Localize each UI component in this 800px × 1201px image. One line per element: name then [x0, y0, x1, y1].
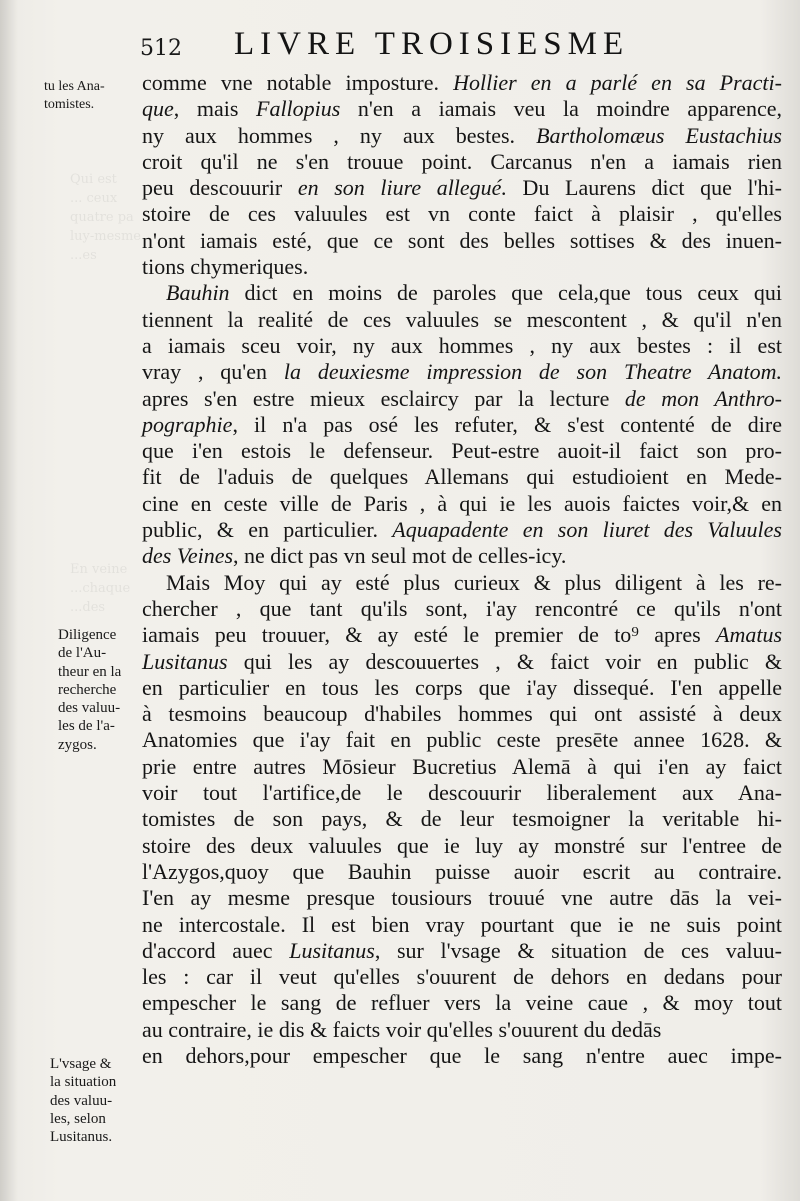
text-run: Du Laurens dict que l'hi- — [506, 175, 782, 201]
text-line — [142, 96, 782, 122]
text-line — [142, 254, 782, 280]
text-line — [142, 359, 782, 385]
text-line — [142, 491, 782, 517]
bleed-through-text: En veine ...chaque ...des — [70, 562, 131, 615]
text-line — [142, 307, 782, 333]
margin-note-line: Diligence — [58, 627, 117, 643]
text-line — [142, 885, 782, 911]
text-line — [142, 201, 782, 227]
text-run: , ne dict pas vn seul mot de celles-icy. — [233, 543, 567, 569]
italic-text: Lusitanus — [289, 937, 375, 963]
italic-text: la deuxiesme impression de son Theatre Anatom. — [283, 359, 782, 385]
text-line — [142, 517, 782, 543]
margin-note-line: les de l'a- — [58, 718, 115, 735]
text-run: empescher le sang de refluer vers la veine caue , & moy tout — [142, 990, 782, 1016]
text-run: I'en ay mesme presque tousiours trouué vne autre dās la vei- — [142, 885, 782, 911]
running-header — [140, 26, 780, 70]
text-run: tiennent la realité de ces valuules se mescontent , & qu'il n'en — [142, 306, 782, 332]
text-run: les : car il veut qu'elles s'ouurent de dehors en dedans pour — [142, 964, 782, 990]
margin-note-line: recherche — [58, 681, 117, 698]
page-number: 512 — [140, 36, 182, 61]
text-run: dict en moins de paroles que cela,que tous ceux qui — [229, 280, 782, 306]
text-line — [142, 806, 782, 832]
text-run: que i'en estois le defenseur. Peut-estre auoit-il faict son pro- — [142, 438, 782, 464]
italic-text: Bartholomæus Eustachius — [536, 122, 782, 148]
text-run: stoire des deux valuules que ie luy ay monstré sur l'entree de — [142, 832, 782, 858]
text-run: , il n'a pas osé les refuter, & s'est contenté de dire — [232, 411, 782, 437]
margin-note — [58, 626, 121, 754]
bleed-through-text: Qui est ... ceux quatre pa luy-mesme ...es — [70, 172, 141, 263]
margin-note-line: des valuu- — [58, 700, 121, 717]
text-line — [142, 438, 782, 464]
text-line — [142, 649, 782, 675]
italic-text: Fallopius — [256, 96, 341, 122]
text-run: en dehors,pour empescher que le sang n'entre auec impe- — [142, 1042, 782, 1068]
italic-text: Amatus — [716, 622, 782, 648]
margin-note-line: zygos. — [58, 736, 97, 753]
text-line — [142, 412, 782, 438]
text-line — [142, 990, 782, 1016]
running-title: LIVRE TROISIESME — [234, 26, 630, 62]
text-line — [142, 464, 782, 490]
text-run: au contraire, ie dis & faicts voir qu'elles s'ouurent du dedās — [142, 1016, 662, 1042]
main-text — [142, 70, 782, 1069]
margin-note-line: tu les Ana- — [44, 79, 105, 94]
text-run: cine en ceste ville de Paris , à qui ie les auois faictes voir,& en — [142, 490, 782, 516]
text-run: croit qu'il ne s'en trouue point. Carcanus n'en a iamais rien — [142, 148, 782, 174]
italic-text: en son liure allegué. — [297, 175, 507, 201]
text-run: Mais Moy qui ay esté plus curieux & plus diligent à les re- — [166, 569, 782, 595]
italic-text: Hollier en a parlé en sa Practi- — [453, 70, 782, 95]
margin-note-line: tomistes. — [44, 96, 95, 112]
text-run: à tesmoins beaucoup d'habiles hommes qui ont assisté à deux — [142, 701, 782, 727]
italic-text: Lusitanus — [142, 648, 228, 674]
text-line — [142, 280, 782, 306]
italic-text: des Veines — [142, 543, 234, 569]
text-line — [142, 727, 782, 753]
text-line — [142, 938, 782, 964]
text-line — [142, 675, 782, 701]
margin-note — [50, 1055, 116, 1146]
italic-text: pographie — [142, 411, 233, 437]
text-run: chercher , que tant qu'ils sont, i'ay rencontré ce qu'ils n'ont — [142, 595, 782, 621]
italic-text: de mon Anthro- — [624, 385, 782, 411]
text-line — [142, 570, 782, 596]
text-line — [142, 964, 782, 990]
italic-text: Bauhin — [166, 280, 230, 306]
italic-text: Aquapadente en son liuret des Valuules — [392, 517, 782, 543]
italic-text: que — [142, 96, 174, 122]
margin-note-line: des valuu- — [50, 1092, 113, 1109]
margin-note-line: de l'Au- — [58, 645, 107, 662]
text-line — [142, 333, 782, 359]
margin-note-line: la situation — [50, 1074, 117, 1091]
text-run: n'en a iamais veu la moindre apparence, — [340, 96, 782, 122]
text-line — [142, 622, 782, 648]
margin-note-line: theur en la — [58, 663, 122, 680]
text-run: iamais peu trouuer, & ay esté le premier de to⁹ apres — [142, 622, 716, 648]
text-run: stoire de ces valuules est vn conte faict à plaisir , qu'elles — [142, 201, 782, 227]
text-run: ny aux hommes , ny aux bestes. — [142, 122, 537, 148]
text-run: qui les ay descouuertes , & faict voir en public & — [227, 648, 782, 674]
text-run: peu descouurir — [142, 175, 298, 201]
margin-note-line: les, selon — [50, 1110, 106, 1127]
text-run: ne intercostale. Il est bien vray pourtant que ie ne suis point — [142, 911, 782, 937]
text-line — [142, 1017, 782, 1043]
text-line — [142, 596, 782, 622]
text-run: n'ont iamais esté, que ce sont des belles sottises & des inuen- — [142, 227, 782, 253]
text-run: prie entre autres Mōsieur Bucretius Alemā à qui i'en ay faict — [142, 753, 782, 779]
text-run: en particulier en tous les corps que i'ay dissequé. I'en appelle — [142, 674, 782, 700]
text-run: , sur l'vsage & situation de ces valuu- — [374, 937, 782, 963]
text-line — [142, 228, 782, 254]
text-line — [142, 123, 782, 149]
text-run: d'accord auec — [142, 937, 290, 963]
text-run: tomistes de son pays, & de leur tesmoigner la veritable hi- — [142, 806, 782, 832]
text-line — [142, 175, 782, 201]
text-run: tions chymeriques. — [142, 254, 309, 280]
text-line — [142, 701, 782, 727]
text-line — [142, 70, 782, 96]
text-run: voir tout l'artifice,de le descouurir liberalement aux Ana- — [142, 780, 782, 806]
text-run: comme vne notable imposture. — [142, 70, 454, 95]
text-line — [142, 543, 782, 569]
text-line — [142, 912, 782, 938]
text-run: a iamais sceu voir, ny aux hommes , ny aux bestes : il est — [142, 332, 782, 358]
text-line — [142, 833, 782, 859]
margin-note-line: Lusitanus. — [50, 1129, 113, 1146]
text-line — [142, 780, 782, 806]
text-run: l'Azygos,quoy que Bauhin puisse auoir escrit au contraire. — [142, 858, 782, 884]
text-run: public, & en particulier. — [142, 517, 393, 543]
text-line — [142, 859, 782, 885]
margin-note — [44, 78, 105, 113]
text-run: vray , qu'en — [142, 359, 284, 385]
text-run: fit de l'aduis de quelques Allemans qui estudioient en Mede- — [142, 464, 782, 490]
text-line — [142, 1043, 782, 1069]
text-run: , mais — [173, 96, 256, 122]
text-line — [142, 386, 782, 412]
text-line — [142, 149, 782, 175]
margin-note-line: L'vsage & — [50, 1056, 112, 1072]
text-run: Anatomies que i'ay fait en public ceste presēte annee 1628. & — [142, 727, 782, 753]
text-line — [142, 754, 782, 780]
text-run: apres s'en estre mieux esclaircy par la lecture — [142, 385, 625, 411]
